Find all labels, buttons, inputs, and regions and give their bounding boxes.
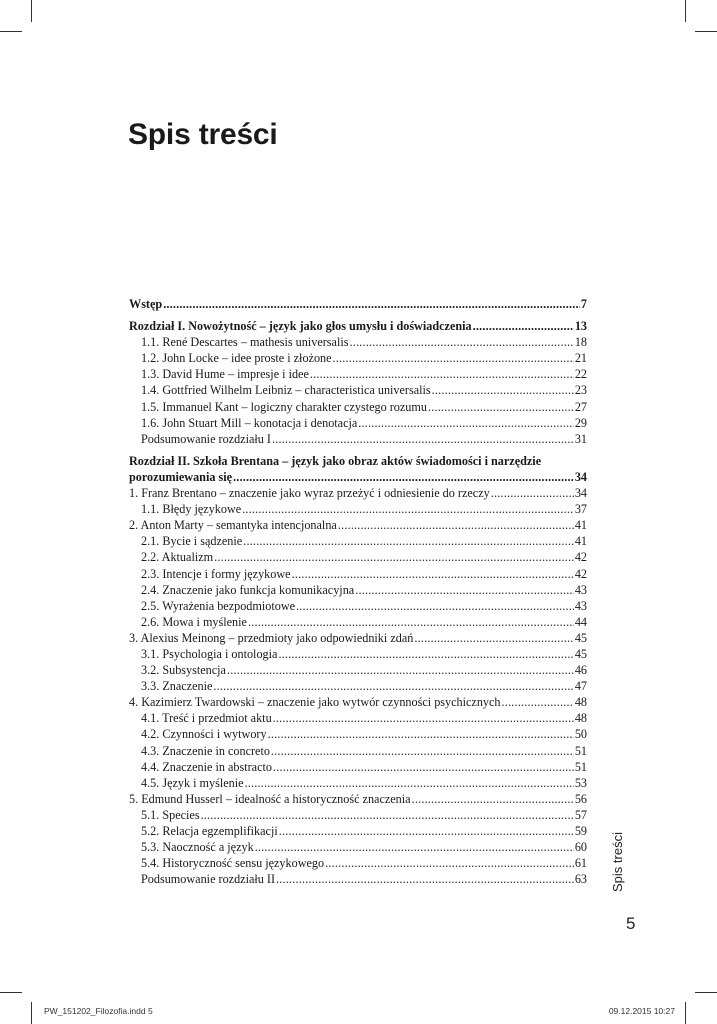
toc-entry[interactable]: 4.5. Język i myślenie ..... 53 [129, 775, 587, 791]
table-of-contents [129, 296, 587, 887]
toc-entry[interactable]: 1.2. John Locke – idee proste i złożone ..... 21 [129, 350, 587, 366]
toc-entry[interactable]: 1.6. John Stuart Mill – konotacja i denotacja ..... 29 [129, 415, 587, 431]
toc-entry[interactable]: 4.2. Czynności i wytwory ..... 50 [129, 726, 587, 742]
toc-entry[interactable]: 2.2. Aktualizm ..... 42 [129, 549, 587, 565]
crop-mark [0, 992, 22, 993]
toc-entry[interactable]: 2.6. Mowa i myślenie ..... 44 [129, 614, 587, 630]
toc-entry[interactable]: 2. Anton Marty – semantyka intencjonalna ..... 41 [129, 517, 587, 533]
page-title: Spis treści [128, 118, 278, 151]
toc-entry[interactable]: 1.5. Immanuel Kant – logiczny charakter czystego rozumu ..... 27 [129, 399, 587, 415]
toc-chapter-1-heading[interactable]: Rozdział I. Nowożytność – język jako głos umysłu i doświadczenia ..... 13 [129, 318, 587, 334]
toc-entry[interactable]: 3.1. Psychologia i ontologia ..... 45 [129, 646, 587, 662]
toc-entry[interactable]: 4.3. Znaczenie in concreto ..... 51 [129, 743, 587, 759]
toc-entry[interactable]: 2.1. Bycie i sądzenie ..... 41 [129, 533, 587, 549]
toc-entry[interactable]: 2.5. Wyrażenia bezpodmiotowe ..... 43 [129, 598, 587, 614]
toc-entry[interactable]: 4. Kazimierz Twardowski – znaczenie jako wytwór czynności psychicznych ..... 48 [129, 694, 587, 710]
crop-mark [0, 31, 22, 32]
page-number: 5 [626, 914, 636, 933]
toc-entry[interactable]: 1.4. Gottfried Wilhelm Leibniz – characteristica universalis ..... 23 [129, 382, 587, 398]
toc-entry[interactable]: 2.4. Znaczenie jako funkcja komunikacyjna ..... 43 [129, 582, 587, 598]
footer-filename: PW_151202_Filozofia.indd 5 [44, 1006, 153, 1016]
toc-entry[interactable]: 1.3. David Hume – impresje i idee ..... 22 [129, 366, 587, 382]
toc-entry[interactable]: Podsumowanie rozdziału II ..... 63 [129, 871, 587, 887]
toc-entry[interactable]: 5.3. Naoczność a język ..... 60 [129, 839, 587, 855]
toc-entry[interactable]: 1.1. René Descartes – mathesis universalis ..... 18 [129, 334, 587, 350]
footer-timestamp: 09.12.2015 10:27 [608, 1006, 675, 1016]
toc-entry[interactable]: 3.3. Znaczenie ..... 47 [129, 678, 587, 694]
toc-entry[interactable]: 2.3. Intencje i formy językowe ..... 42 [129, 566, 587, 582]
toc-entry[interactable]: 5. Edmund Husserl – idealność a historyczność znaczenia ..... 56 [129, 791, 587, 807]
toc-entry[interactable]: 1. Franz Brentano – znaczenie jako wyraz przeżyć i odniesienie do rzeczy ..... 34 [129, 485, 587, 501]
crop-mark [695, 992, 717, 993]
toc-entry[interactable]: Podsumowanie rozdziału I ..... 31 [129, 431, 587, 447]
toc-entry[interactable]: 5.1. Species ..... 57 [129, 807, 587, 823]
toc-entry[interactable]: 4.1. Treść i przedmiot aktu ..... 48 [129, 710, 587, 726]
running-header: Spis treści [610, 832, 625, 892]
toc-entry-intro[interactable]: Wstęp ..... 7 [129, 296, 587, 312]
crop-mark [31, 0, 32, 22]
crop-mark [685, 0, 686, 22]
toc-entry[interactable]: 1.1. Błędy językowe ..... 37 [129, 501, 587, 517]
crop-mark [695, 31, 717, 32]
toc-entry[interactable]: 4.4. Znaczenie in abstracto ..... 51 [129, 759, 587, 775]
toc-entry[interactable]: 3.2. Subsystencja ..... 46 [129, 662, 587, 678]
toc-entry[interactable]: 5.4. Historyczność sensu językowego ..... 61 [129, 855, 587, 871]
toc-entry[interactable]: 3. Alexius Meinong – przedmioty jako odpowiedniki zdań ..... 45 [129, 630, 587, 646]
crop-mark [685, 1002, 686, 1024]
crop-mark [31, 1002, 32, 1024]
toc-chapter-2-heading-cont[interactable]: porozumiewania się ..... 34 [129, 469, 587, 485]
toc-entry[interactable]: 5.2. Relacja egzemplifikacji ..... 59 [129, 823, 587, 839]
toc-chapter-2-heading: Rozdział II. Szkoła Brentana – język jako obraz aktów świadomości i narzędzie [129, 453, 542, 468]
